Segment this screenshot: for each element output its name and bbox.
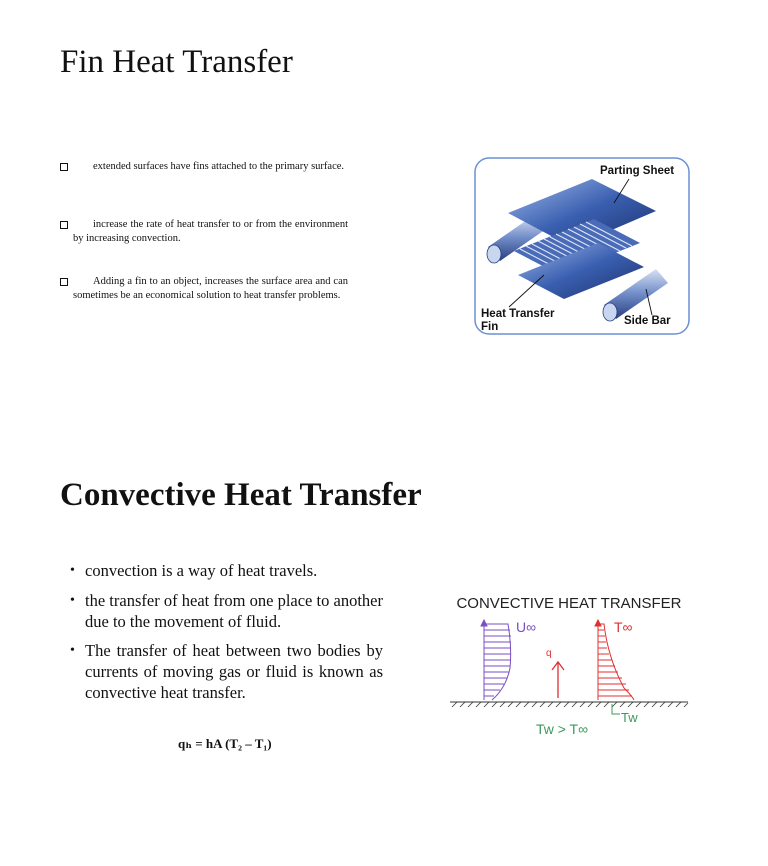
convective-bullet-3 xyxy=(70,640,383,703)
figure-title: CONVECTIVE HEAT TRANSFER xyxy=(456,595,682,612)
velocity-profile xyxy=(481,620,511,700)
fin-bullet-text: extended surfaces have fins attached to the primary surface. xyxy=(93,161,345,172)
tw-greater-than-tinf: Tw > T∞ xyxy=(535,721,589,737)
fin-bullet-3 xyxy=(60,275,348,303)
checkbox-bullet-icon xyxy=(60,163,68,171)
checkbox-bullet-icon xyxy=(60,221,68,229)
convective-heat-transfer-title: Convective Heat Transfer xyxy=(60,477,422,513)
convective-bullet-1 xyxy=(70,560,383,581)
heat-flux-arrow xyxy=(552,662,564,698)
convective-heat-transfer-figure xyxy=(446,588,692,744)
heat-transfer-label: Heat Transfer xyxy=(481,308,555,320)
convective-bullet-text: the transfer of heat from one place to another due to the movement of fluid. xyxy=(85,591,383,631)
bullet-dot-icon: • xyxy=(70,643,75,658)
bullet-dot-icon: • xyxy=(70,563,75,578)
parting-sheet-label: Parting Sheet xyxy=(600,165,675,177)
convective-bullet-text: convection is a way of heat travels. xyxy=(85,561,318,580)
fin-bullet-text: increase the rate of heat transfer to or from the environment by increasing convection. xyxy=(73,219,348,244)
convection-formula: qₕ = hA (T₂ – T₁) xyxy=(178,736,272,751)
bullet-dot-icon: • xyxy=(70,593,75,608)
u-infinity-label: U∞ xyxy=(516,619,537,635)
convective-bullet-2 xyxy=(70,590,383,632)
convective-bullet-text: The transfer of heat between two bodies by currents of moving gas or fluid is known as convective heat transfer. xyxy=(85,641,383,702)
fin-label: Fin xyxy=(481,321,499,333)
fin-heat-transfer-title: Fin Heat Transfer xyxy=(60,44,293,80)
fin-heat-exchanger-figure xyxy=(474,157,690,335)
side-bar-label: Side Bar xyxy=(624,315,671,327)
wall-surface xyxy=(450,702,688,707)
tw-label: Tw xyxy=(621,710,638,725)
t-infinity-label: T∞ xyxy=(614,619,633,635)
q-label: q xyxy=(546,648,552,659)
fin-bullet-text: Adding a fin to an object, increases the surface area and can sometimes be an economical solution to heat transfer problems. xyxy=(73,276,348,301)
fin-bullet-2 xyxy=(60,218,348,246)
fin-bullet-1 xyxy=(60,160,348,174)
checkbox-bullet-icon xyxy=(60,278,68,286)
